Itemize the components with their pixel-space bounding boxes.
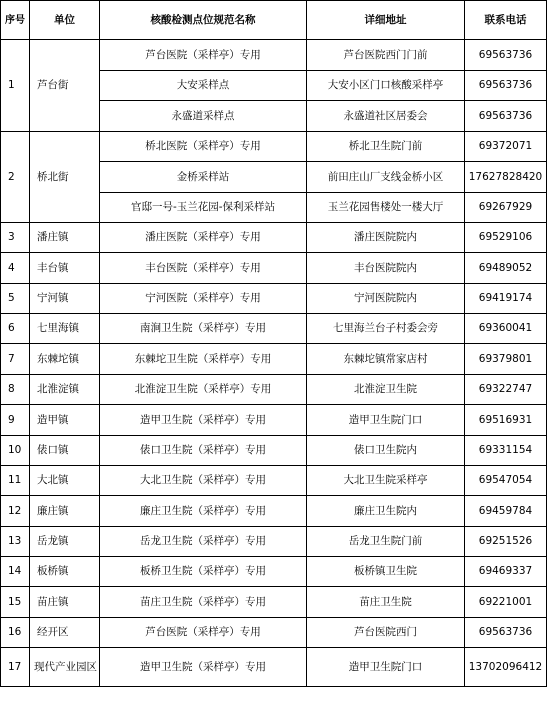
- cell-unit: 东棘坨镇: [30, 344, 100, 375]
- cell-seq: 6: [1, 314, 30, 344]
- cell-addr: 造甲卫生院门口: [307, 648, 465, 687]
- cell-tel: 69267929: [465, 193, 547, 223]
- cell-unit: 北淮淀镇: [30, 375, 100, 405]
- cell-unit: 板桥镇: [30, 557, 100, 587]
- cell-site: 永盛道采样点: [100, 101, 307, 132]
- cell-addr: 东棘坨镇常家店村: [307, 344, 465, 375]
- cell-tel: 69221001: [465, 587, 547, 618]
- cell-addr: 北淮淀卫生院: [307, 375, 465, 405]
- cell-seq: 9: [1, 405, 30, 436]
- cell-site: 丰台医院（采样亭）专用: [100, 253, 307, 284]
- cell-unit: 潘庄镇: [30, 223, 100, 253]
- table-row: [1, 405, 547, 436]
- cell-unit: 经开区: [30, 618, 100, 648]
- cell-site: 潘庄医院（采样亭）专用: [100, 223, 307, 253]
- table-row: [1, 223, 547, 253]
- cell-addr: 潘庄医院院内: [307, 223, 465, 253]
- cell-addr: 芦台医院西门门前: [307, 40, 465, 71]
- cell-seq: 14: [1, 557, 30, 587]
- cell-unit: 廉庄镇: [30, 496, 100, 527]
- cell-seq: 13: [1, 527, 30, 557]
- cell-unit: 七里海镇: [30, 314, 100, 344]
- table-row: [1, 618, 547, 648]
- header-seq: 序号: [1, 1, 30, 40]
- cell-seq: 16: [1, 618, 30, 648]
- cell-seq: 7: [1, 344, 30, 375]
- table-row: [1, 344, 547, 375]
- cell-seq: 15: [1, 587, 30, 618]
- cell-site: 桥北医院（采样亭）专用: [100, 132, 307, 162]
- table-row: [1, 527, 547, 557]
- cell-addr: 丰台医院院内: [307, 253, 465, 284]
- table-row: [1, 587, 547, 618]
- cell-unit: 造甲镇: [30, 405, 100, 436]
- cell-seq: 3: [1, 223, 30, 253]
- cell-site: 南涧卫生院（采样亭）专用: [100, 314, 307, 344]
- cell-seq: 11: [1, 466, 30, 496]
- cell-addr: 俵口卫生院内: [307, 436, 465, 466]
- cell-addr: 宁河医院院内: [307, 284, 465, 314]
- cell-site: 廉庄卫生院（采样亭）专用: [100, 496, 307, 527]
- cell-tel: 69360041: [465, 314, 547, 344]
- cell-addr: 苗庄卫生院: [307, 587, 465, 618]
- cell-tel: 69469337: [465, 557, 547, 587]
- header-unit: 单位: [30, 1, 100, 40]
- cell-tel: 69489052: [465, 253, 547, 284]
- cell-seq: 10: [1, 436, 30, 466]
- cell-seq: 5: [1, 284, 30, 314]
- cell-unit: 宁河镇: [30, 284, 100, 314]
- cell-tel: 69331154: [465, 436, 547, 466]
- cell-site: 东棘坨卫生院（采样亭）专用: [100, 344, 307, 375]
- cell-unit: 丰台镇: [30, 253, 100, 284]
- cell-addr: 桥北卫生院门前: [307, 132, 465, 162]
- cell-addr: 玉兰花园售楼处一楼大厅: [307, 193, 465, 223]
- cell-site: 芦台医院（采样亭）专用: [100, 618, 307, 648]
- cell-tel: 69563736: [465, 40, 547, 71]
- table-row: [1, 436, 547, 466]
- table-row: [1, 466, 547, 496]
- cell-site: 苗庄卫生院（采样亭）专用: [100, 587, 307, 618]
- cell-tel: 69322747: [465, 375, 547, 405]
- cell-site: 大北卫生院（采样亭）专用: [100, 466, 307, 496]
- table-row: [1, 284, 547, 314]
- cell-site: 金桥采样站: [100, 162, 307, 193]
- cell-tel: 69379801: [465, 344, 547, 375]
- cell-tel: 69419174: [465, 284, 547, 314]
- header-tel: 联系电话: [465, 1, 547, 40]
- cell-tel: 69563736: [465, 618, 547, 648]
- cell-tel: 69547054: [465, 466, 547, 496]
- cell-addr: 前田庄山厂支线金桥小区: [307, 162, 465, 193]
- cell-addr: 芦台医院西门: [307, 618, 465, 648]
- cell-seq: 2: [1, 132, 30, 223]
- table-row: [1, 557, 547, 587]
- cell-tel: 69563736: [465, 71, 547, 101]
- table-row: [1, 132, 547, 162]
- cell-unit: 岳龙镇: [30, 527, 100, 557]
- cell-addr: 廉庄卫生院内: [307, 496, 465, 527]
- table-row: [1, 253, 547, 284]
- cell-seq: 12: [1, 496, 30, 527]
- cell-unit: 桥北街: [30, 132, 100, 223]
- cell-site: 芦台医院（采样亭）专用: [100, 40, 307, 71]
- cell-tel: 69563736: [465, 101, 547, 132]
- cell-tel: 69529106: [465, 223, 547, 253]
- cell-site: 官邸一号-玉兰花园-保利采样站: [100, 193, 307, 223]
- cell-site: 俵口卫生院（采样亭）专用: [100, 436, 307, 466]
- cell-addr: 大北卫生院采样亭: [307, 466, 465, 496]
- cell-unit: 大北镇: [30, 466, 100, 496]
- table-row: [1, 375, 547, 405]
- cell-tel: 69459784: [465, 496, 547, 527]
- header-addr: 详细地址: [307, 1, 465, 40]
- cell-site: 北淮淀卫生院（采样亭）专用: [100, 375, 307, 405]
- cell-unit: 现代产业园区: [30, 648, 100, 687]
- cell-seq: 1: [1, 40, 30, 132]
- cell-seq: 4: [1, 253, 30, 284]
- cell-addr: 板桥镇卫生院: [307, 557, 465, 587]
- cell-addr: 造甲卫生院门口: [307, 405, 465, 436]
- cell-tel: 69372071: [465, 132, 547, 162]
- cell-tel: 17627828420: [465, 162, 547, 193]
- cell-addr: 大安小区门口核酸采样亭: [307, 71, 465, 101]
- cell-site: 板桥卫生院（采样亭）专用: [100, 557, 307, 587]
- cell-tel: 13702096412: [465, 648, 547, 687]
- header-row: [1, 1, 547, 40]
- cell-tel: 69516931: [465, 405, 547, 436]
- cell-site: 造甲卫生院（采样亭）专用: [100, 405, 307, 436]
- cell-unit: 俵口镇: [30, 436, 100, 466]
- cell-addr: 七里海兰台子村委会旁: [307, 314, 465, 344]
- cell-addr: 永盛道社区居委会: [307, 101, 465, 132]
- cell-seq: 8: [1, 375, 30, 405]
- cell-unit: 芦台街: [30, 40, 100, 132]
- cell-seq: 17: [1, 648, 30, 687]
- cell-site: 宁河医院（采样亭）专用: [100, 284, 307, 314]
- cell-addr: 岳龙卫生院门前: [307, 527, 465, 557]
- cell-site: 造甲卫生院（采样亭）专用: [100, 648, 307, 687]
- cell-unit: 苗庄镇: [30, 587, 100, 618]
- header-site: 核酸检测点位规范名称: [100, 1, 307, 40]
- table-row: [1, 314, 547, 344]
- cell-site: 岳龙卫生院（采样亭）专用: [100, 527, 307, 557]
- table-row: [1, 496, 547, 527]
- cell-tel: 69251526: [465, 527, 547, 557]
- table-body: [1, 40, 547, 687]
- cell-site: 大安采样点: [100, 71, 307, 101]
- table-row: [1, 648, 547, 687]
- table-row: [1, 40, 547, 71]
